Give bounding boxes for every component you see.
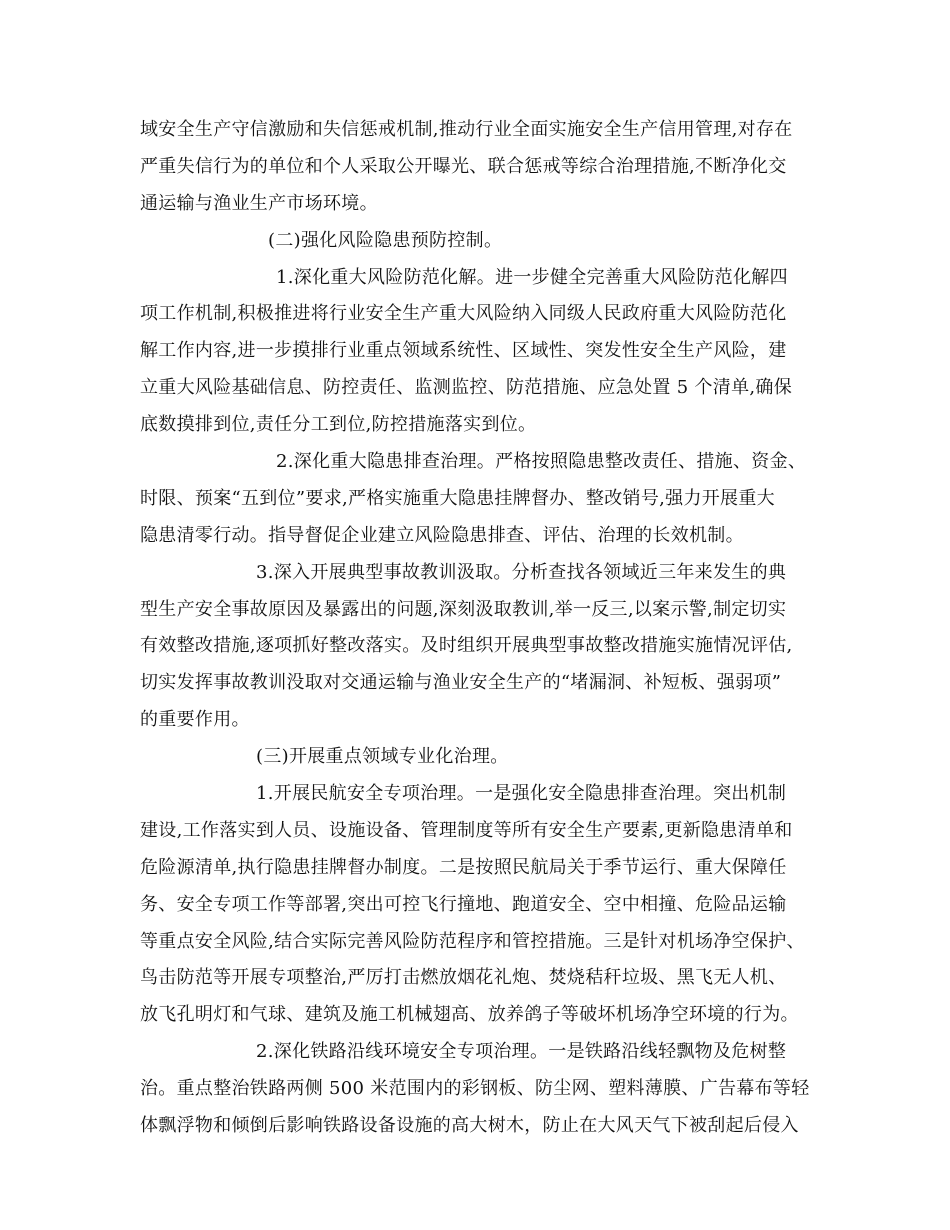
text-line: 切实发挥事故教训没取对交通运输与渔业安全生产的“堵漏洞、补短板、强弱项” bbox=[140, 672, 782, 694]
paragraph-railway-environment bbox=[140, 1034, 830, 1145]
text-line: 3.深入开展典型事故教训汲取。分析查找各领域近三年来发生的典 bbox=[256, 561, 787, 583]
paragraph-civil-aviation bbox=[140, 776, 830, 1034]
text-line: 等重点安全风险,结合实际完善风险防范程序和管控措施。三是针对机场净空保护、 bbox=[140, 930, 805, 952]
text-line: 通运输与渔业生产市场环境。 bbox=[140, 192, 378, 214]
text-line: 务、安全专项工作等部署,突出可控飞行撞地、跑道安全、空中相撞、危险品运输 bbox=[140, 893, 787, 915]
text-line: 项工作机制,积极推进将行业安全生产重大风险纳入同级人民政府重大风险防范化 bbox=[140, 303, 787, 325]
paragraph-credit-management bbox=[140, 112, 830, 223]
text-line: 严重失信行为的单位和个人采取公开曝光、联合惩戒等综合治理措施,不断净化交 bbox=[140, 155, 787, 177]
text-line: 放飞孔明灯和气球、建筑及施工机械翅高、放养鸽子等破坏机场净空环境的行为。 bbox=[140, 1004, 799, 1026]
text-line: 1.深化重大风险防范化解。进一步健全完善重大风险防范化解四 bbox=[276, 266, 788, 288]
section-heading: (二)强化风险隐患预防控制。 bbox=[268, 229, 503, 251]
text-line: 域安全生产守信激励和失信惩戒机制,推动行业全面实施安全生产信用管理,对存在 bbox=[140, 119, 793, 140]
text-line: 立重大风险基础信息、防控责任、监测监控、防范措施、应急处置 5 个清单,确保 bbox=[140, 377, 793, 399]
section-heading-specialized-governance bbox=[140, 739, 830, 776]
text-line: 底数摸排到位,责任分工到位,防控措施落实到位。 bbox=[140, 414, 537, 436]
text-line: 建设,工作落实到人员、设施设备、管理制度等所有安全生产要素,更新隐患清单和 bbox=[140, 819, 793, 841]
text-line: 解工作内容,进一步摸排行业重点领域系统性、区域性、突发性安全生产风险，建 bbox=[140, 340, 787, 362]
text-line: 的重要作用。 bbox=[140, 709, 250, 731]
text-line: 时限、预案“五到位”要求,严格实施重大隐患挂牌督办、整改销号,强力开展重大 bbox=[140, 487, 775, 509]
text-line: 2.深化铁路沿线环境安全专项治理。一是铁路沿线轻飘物及危树整 bbox=[256, 1041, 787, 1063]
text-line: 1.开展民航安全专项治理。一是强化安全隐患排查治理。突出机制 bbox=[256, 783, 787, 805]
text-line: 鸟击防范等开展专项整治,严厉打击燃放烟花礼炮、焚烧秸秆垃圾、黑飞无人机、 bbox=[140, 967, 787, 989]
text-line: 2.深化重大隐患排查治理。严格按照隐患整改责任、措施、资金、 bbox=[276, 451, 807, 473]
text-line: 型生产安全事故原因及暴露出的问题,深刻汲取教训,举一反三,以案示警,制定切实 bbox=[140, 598, 787, 620]
text-line: 隐患清零行动。指导督促企业建立风险隐患排查、评估、治理的长效机制。 bbox=[140, 524, 744, 546]
section-heading-risk-control bbox=[140, 223, 830, 260]
section-heading: (三)开展重点领域专业化治理。 bbox=[256, 746, 509, 768]
text-line: 体飘浮物和倾倒后影响铁路设备设施的高大树木，防止在大风天气下被刮起后侵入 bbox=[140, 1115, 799, 1137]
text-line: 危险源清单,执行隐患挂牌督办制度。二是按照民航局关于季节运行、重大保障任 bbox=[140, 856, 787, 878]
paragraph-major-risk bbox=[140, 260, 830, 444]
text-line: 治。重点整治铁路两侧 500 米范围内的彩钢板、防尘网、塑料薄膜、广告幕布等轻 bbox=[140, 1078, 810, 1100]
document-body bbox=[140, 112, 830, 1145]
text-line: 有效整改措施,逐项抓好整改落实。及时组织开展典型事故整改措施实施情况评估, bbox=[140, 635, 793, 657]
paragraph-major-hazard bbox=[140, 444, 830, 555]
paragraph-accident-lessons bbox=[140, 555, 830, 739]
